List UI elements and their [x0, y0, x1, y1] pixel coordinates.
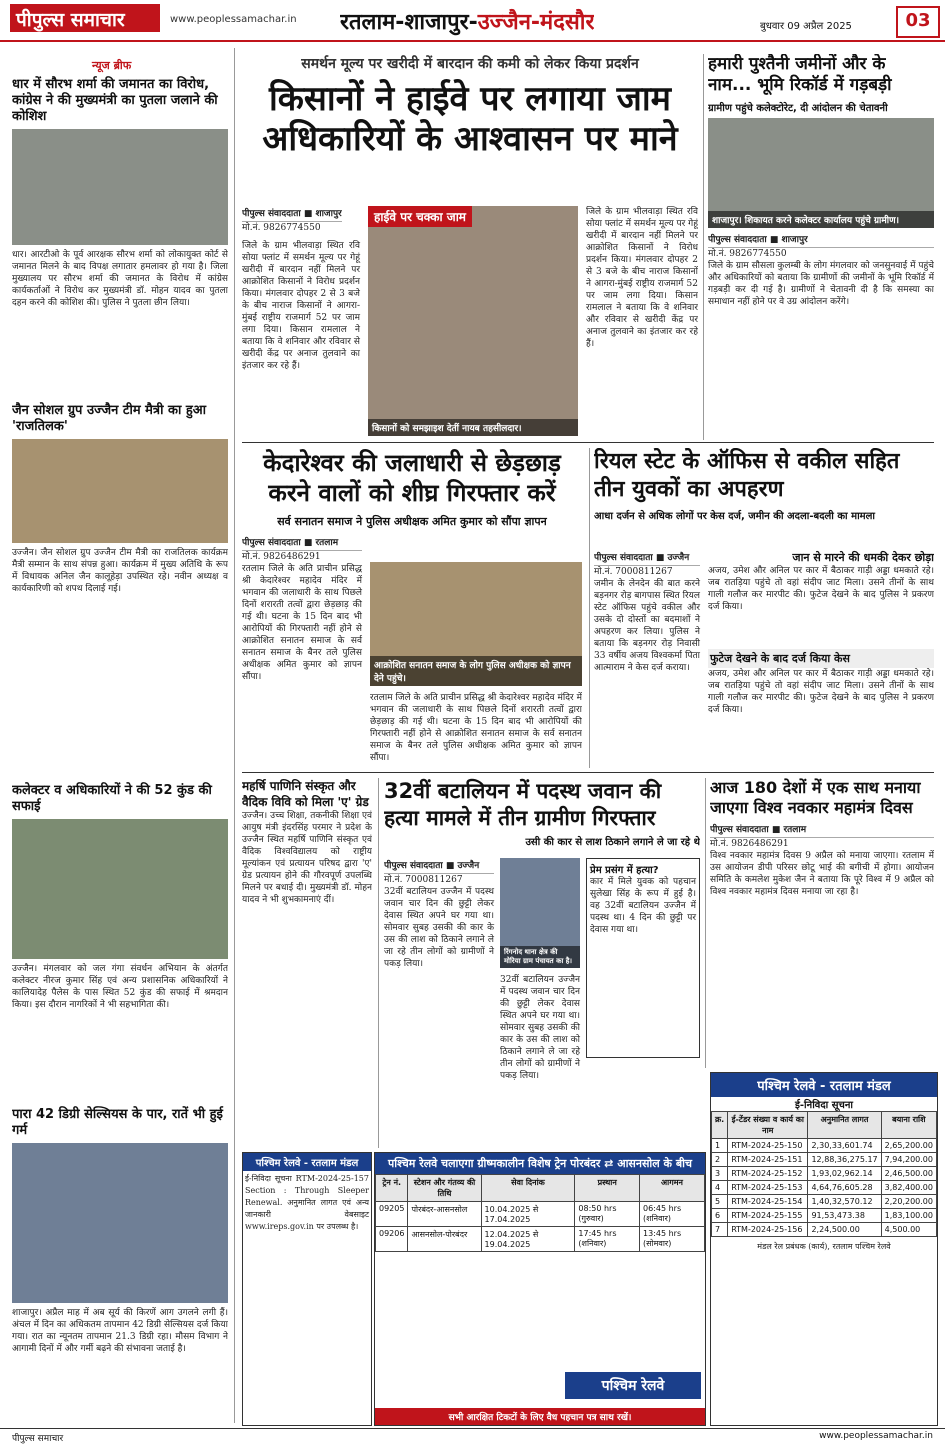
rail-tender-title: पश्चिम रेलवे - रतलाम मंडल — [711, 1073, 937, 1097]
train-ad-footer: सभी आरक्षित टिकटों के लिए वैध पहचान पत्र साथ रखें। — [375, 1408, 705, 1425]
table-header: बयाना राशि — [881, 1112, 936, 1139]
tender-row — [712, 1153, 937, 1167]
cleanup-photo — [12, 819, 228, 959]
table-cell: 1,93,02,962.14 — [808, 1167, 881, 1181]
kidnap-headline: रियल स्टेट के ऑफिस से वकील सहित तीन युवकों का अपहरण — [594, 449, 900, 502]
page-footer — [0, 1428, 945, 1445]
table-cell: 2,30,33,601.74 — [808, 1139, 881, 1153]
table-cell: 2,46,500.00 — [881, 1167, 936, 1181]
table-cell: RTM-2024-25-150 — [728, 1139, 808, 1153]
table-header: ई-टेंडर संख्या व कार्य का नाम — [728, 1112, 808, 1139]
footer-right[interactable]: www.peoplessamachar.in — [819, 1431, 933, 1441]
table-header: क्र. — [712, 1112, 728, 1139]
tender-row — [712, 1167, 937, 1181]
lead-body-2: जिले के ग्राम भीलवाड़ा स्थित रवि सोया फ्लांट में समर्थन मूल्य पर गेहूं खरीदी में बारदान नहीं मिलने पर आक्रोशित किसानों ने विरोध प्रदर्शन किया। मंगलवार दोपहर 2 से 3 बजे के बीच नाराज किसानों ने आगरा-मुंबई राष्ट्रीय राजमार्ग 52 पर जाम लगा दिया। किसान रामलाल ने बताया कि वे शनिवार और रविवार से खरीदी केंद्र पर अनाज तुलवाने का इंतजार कर रहे हैं। — [586, 207, 698, 349]
murder-subhead: उसी की कार से लाश ठिकाने लगाने ले जा रहे थे — [525, 837, 700, 848]
jail-photo — [500, 858, 580, 968]
lead-kicker: समर्थन मूल्य पर खरीदी में बारदान की कमी को लेकर किया प्रदर्शन — [301, 56, 639, 72]
kedareshwar-story — [242, 448, 582, 768]
brief-body-3: उज्जैन। मंगलवार को जल गंगा संवर्धन अभियान के अंतर्गत कलेक्टर नीरज कुमार सिंह एवं अन्य प्रशासनिक अधिकारियों ने कालियादेह पैलेस के पास स्थित 52 कुंड की सफाई में श्रमदान किया। इस दौरान नागरिकों ने भी सहभागिता की। — [12, 964, 228, 1010]
tender-row — [712, 1223, 937, 1237]
land-subhead: ग्रामीण पहुंचे कलेक्टोरेट, दी आंदोलन की चेतावनी — [708, 100, 934, 114]
western-railway-brand: पश्चिम रेलवे — [565, 1372, 701, 1399]
kidnap-box2-body: अजय, उमेश और अनिल पर कार में बैठाकर गाड़ी अड्डा धमकाते रहे। जब रातड़िया पहुंचे तो वहां संदीप जाट मिला। उसने तीनों के साथ गाली गलौज कर मारपीट की। फुटेज देखने के बाद पुलिस ने प्रकरण दर्ज किया। — [708, 669, 934, 715]
table-cell: 1,83,100.00 — [881, 1209, 936, 1223]
love-affair-box — [586, 858, 700, 1058]
table-header: सेवा दिनांक — [481, 1175, 575, 1202]
table-cell: 1,40,32,570.12 — [808, 1195, 881, 1209]
land-body: जिले के ग्राम सौसला कुलम्बी के लोग मंगलवार को जनसुनवाई में पहुंचे और अधिकारियों को बताया कि ग्रामीणों की जमीनों के भूमि रिकॉर्ड में गड़बड़ी कर दी गई है। ग्रामीणों ने चेतावनी दी है कि समस्या का समाधान नहीं होने पर वे उग्र आंदोलन करेंगे। — [708, 261, 934, 307]
row-divider — [242, 442, 934, 443]
land-headline: हमारी पुश्तैनी जमीनों और के नाम... भूमि रिकॉर्ड में गड़बड़ी — [708, 54, 892, 95]
column-divider — [378, 778, 379, 1148]
jail-photo-caption: रिंगनोद थाना क्षेत्र की मोरिया ग्राम पंचायत का है। — [500, 946, 580, 968]
kidnap-subhead: आधा दर्जन से अधिक लोगों पर केस दर्ज, जमीन की अदला-बदली का मामला — [594, 511, 876, 522]
lead-byline-block — [242, 206, 342, 234]
lead-body-1: जिले के ग्राम भीलवाड़ा स्थित रवि सोया फ्लांट में समर्थन मूल्य पर गेहूं खरीदी में बारदान नहीं मिलने पर आक्रोशित किसानों ने विरोध प्रदर्शन किया। मंगलवार दोपहर 2 से 3 बजे के बीच नाराज किसानों ने आगरा-मुंबई राष्ट्रीय राजमार्ग 52 पर जाम लगा दिया। किसान रामलाल ने बताया कि वे शनिवार और रविवार से खरीदी केंद्र पर अनाज तुलवाने का इंतजार कर रहे हैं। — [242, 241, 360, 371]
table-cell: RTM-2024-25-152 — [728, 1167, 808, 1181]
table-cell: 09205 — [376, 1202, 408, 1227]
table-header: ट्रेन नं. — [376, 1175, 408, 1202]
kidnap-byline: पीपुल्स संवाददाता ■ उज्जैन — [594, 550, 700, 566]
navkar-mobile: मो.नं. 9826486291 — [710, 839, 789, 849]
panini-story — [242, 778, 372, 1148]
table-cell: RTM-2024-25-155 — [728, 1209, 808, 1223]
protest-photo — [12, 129, 228, 245]
rail-tender-footer: मंडल रेल प्रबंधक (कार्य), रतलाम पश्चिम रेलवे — [757, 1242, 891, 1251]
land-photo — [708, 118, 934, 228]
table-cell: 3 — [712, 1167, 728, 1181]
train-ad-title: पश्चिम रेलवे चलाएगा ग्रीष्मकालीन विशेष ट्रेन पोरबंदर ⇄ आसनसोल के बीच — [375, 1153, 705, 1174]
kedareshwar-subhead: सर्व सनातन समाज ने पुलिस अधीक्षक अमित कुमार को सौंपा ज्ञापन — [277, 515, 547, 528]
masthead — [0, 0, 945, 42]
heat-photo — [12, 1143, 228, 1303]
kidnap-box-head: जान से मारने की धमकी देकर छोड़ा — [792, 551, 934, 564]
brief-headline-3: कलेक्टर व अधिकारियों ने की 52 कुंड की सफाई — [12, 783, 212, 814]
kidnap-col-1 — [594, 550, 700, 768]
table-header: अनुमानित लागत — [808, 1112, 881, 1139]
column-divider — [705, 778, 706, 1068]
table-cell: आसनसोल-पोरबंदर — [408, 1227, 481, 1252]
rail-tender-table — [711, 1111, 937, 1237]
small-ad-body: ई-निविदा सूचना RTM-2024-25-157 Section : Through Sleeper Renewal. अनुमानित लागत एवं अन्य जानकारी वेबसाइट www.ireps.gov.in पर उपलब्ध है। — [245, 1174, 369, 1231]
rail-tender-subtitle: ई-निविदा सूचना — [795, 1100, 853, 1111]
table-cell: 1 — [712, 1139, 728, 1153]
tender-row — [712, 1195, 937, 1209]
kedareshwar-headline: केदारेश्वर की जलाधारी से छेड़छाड़ करने वालों को शीघ्र गिरफ्तार करें — [263, 449, 561, 507]
lead-story — [242, 54, 698, 440]
table-cell: 91,53,473.38 — [808, 1209, 881, 1223]
table-cell: 7 — [712, 1223, 728, 1237]
small-ad-title: पश्चिम रेलवे - रतलाम मंडल — [243, 1153, 371, 1171]
tender-row — [712, 1209, 937, 1223]
column-divider — [234, 48, 235, 1423]
kedareshwar-byline: पीपुल्स संवाददाता ■ रतलाम — [242, 535, 362, 551]
region-title-a: रतलाम-शाजापुर- — [340, 10, 478, 35]
lead-headline: किसानों ने हाईवे पर लगाया जाम अधिकारियों के आश्वासन पर माने — [262, 79, 678, 159]
navkar-byline: पीपुल्स संवाददाता ■ रतलाम — [710, 822, 934, 838]
land-byline: पीपुल्स संवाददाता ■ शाजापुर — [708, 232, 934, 248]
lead-photo — [368, 206, 578, 436]
lead-byline: पीपुल्स संवाददाता ■ शाजापुर — [242, 206, 342, 222]
tender-row — [712, 1139, 937, 1153]
table-cell: 4 — [712, 1181, 728, 1195]
publication-logo: पीपुल्स समाचार — [10, 4, 160, 32]
table-cell: 2,65,200.00 — [881, 1139, 936, 1153]
brief-body-4: शाजापुर। अप्रैल माह में अब सूर्य की किरणें आग उगलने लगी हैं। अंचल में दिन का अधिकतम तापमान 42 डिग्री सेल्सियस दर्ज किया गया। रात का न्यूनतम तापमान 21.3 डिग्री रहा। मौसम विभाग ने आगामी दिनों में और गर्मी बढ़ने की संभावना जताई है। — [12, 1308, 228, 1354]
table-cell: 2,24,500.00 — [808, 1223, 881, 1237]
lead-photo-tag: हाईवे पर चक्का जाम — [368, 206, 472, 227]
kidnap-box2-head: फुटेज देखने के बाद दर्ज किया केस — [708, 649, 934, 668]
table-cell: RTM-2024-25-156 — [728, 1223, 808, 1237]
table-cell: 10.04.2025 से 17.04.2025 — [481, 1202, 575, 1227]
table-cell: 12.04.2025 से 19.04.2025 — [481, 1227, 575, 1252]
train-row — [376, 1227, 705, 1252]
kedareshwar-photo — [370, 562, 582, 686]
row-divider — [242, 772, 934, 773]
table-header: आगमन — [640, 1175, 705, 1202]
table-cell: पोरबंदर-आसनसोल — [408, 1202, 481, 1227]
footer-left: पीपुल्स समाचार — [12, 1434, 64, 1444]
rail-tender-ad — [710, 1072, 938, 1426]
table-cell: 17:45 hrs (शनिवार) — [575, 1227, 640, 1252]
murder-headline: 32वीं बटालियन में पदस्थ जवान की हत्या मामले में तीन ग्रामीण गिरफ्तार — [384, 779, 662, 830]
page-number: 03 — [896, 6, 940, 38]
table-cell: 7,94,200.00 — [881, 1153, 936, 1167]
column-divider — [703, 54, 704, 440]
navkar-story — [710, 778, 934, 1068]
region-title — [340, 6, 594, 36]
website-url[interactable]: www.peoplessamachar.in — [170, 14, 297, 25]
table-cell: 06:45 hrs (शनिवार) — [640, 1202, 705, 1227]
table-cell: 4,500.00 — [881, 1223, 936, 1237]
table-cell: 4,64,76,605.28 — [808, 1181, 881, 1195]
table-cell: RTM-2024-25-154 — [728, 1195, 808, 1209]
region-title-b: उज्जैन-मंदसौर — [477, 10, 595, 35]
kidnap-body: जमीन के लेनदेन की बात करने बड़नगर रोड़ बागपास स्थित रियल स्टेट ऑफिस पहुंचे वकील और उसके दो दोस्तों का बदमाशों ने अपहरण कर लिया। पुलिस ने बताया कि बड़नगर रोड़ निवासी 33 वर्षीय अजय विश्वकर्मा पिता आत्माराम ने केस दर्ज कराया। — [594, 579, 700, 673]
murder-body: 32वीं बटालियन उज्जैन में पदस्थ जवान चार दिन की छुट्टी लेकर देवास स्थित अपने घर गया था। सोमवार सुबह उसकी की कार के उस की लाश को ठिकाने लगाने ले जा रहे तीन लोगों को ग्रामीणों ने पकड़ लिया। — [384, 887, 494, 969]
brief-headline-2: जैन सोशल ग्रुप उज्जैन टीम मैत्री का हुआ 'राजतिलक' — [12, 403, 207, 434]
kidnap-mobile: मो.नं. 7000811267 — [594, 567, 673, 577]
murder-story — [384, 778, 700, 1148]
table-cell: RTM-2024-25-151 — [728, 1153, 808, 1167]
news-brief-column — [12, 48, 228, 1423]
table-cell: 2 — [712, 1153, 728, 1167]
table-cell: RTM-2024-25-153 — [728, 1181, 808, 1195]
kidnap-col-2 — [708, 550, 934, 768]
small-rail-ad — [242, 1152, 372, 1426]
table-cell: 5 — [712, 1195, 728, 1209]
train-table — [375, 1174, 705, 1252]
murder-byline: पीपुल्स संवाददाता ■ उज्जैन — [384, 858, 494, 874]
special-train-ad — [374, 1152, 706, 1426]
column-divider — [589, 448, 590, 768]
section-label: न्यूज ब्रीफ — [92, 59, 132, 72]
brief-body-2: उज्जैन। जैन सोशल ग्रुप उज्जैन टीम मैत्री का राजतिलक कार्यक्रम मैत्री सम्मान के साथ संपन्न हुआ। कार्यक्रम में मुख्य अतिथि के रूप में विधायक अनिल जैन कालूहेड़ा उपस्थित रहे। नवीन अध्यक्ष व कार्यकारिणी को शपथ दिलाई गई। — [12, 548, 228, 594]
table-cell: 6 — [712, 1209, 728, 1223]
dateline: बुधवार 09 अप्रैल 2025 — [760, 21, 852, 32]
navkar-headline: आज 180 देशों में एक साथ मनाया जाएगा विश्व नवकार महामंत्र दिवस — [710, 778, 921, 817]
panini-body: उज्जैन। उच्च शिक्षा, तकनीकी शिक्षा एवं आयुष मंत्री इंदरसिंह परमार ने प्रदेश के उज्जैन स्थित महर्षि पाणिनि संस्कृत एवं वैदिक विश्वविद्यालय को राष्ट्रीय मूल्यांकन एवं प्रत्यायन परिषद द्वारा 'ए' ग्रेड प्रत्यायन होने की गौरवपूर्ण उपलब्धि मिलने पर बधाई दी। मुख्यमंत्री डॉ. मोहन यादव ने भी शुभकामनाएं दीं। — [242, 811, 372, 905]
table-cell: 13:45 hrs (सोमवार) — [640, 1227, 705, 1252]
table-cell: 3,82,400.00 — [881, 1181, 936, 1195]
land-mobile: मो.नं. 9826774550 — [708, 249, 787, 259]
navkar-body: विश्व नवकार महामंत्र दिवस 9 अप्रैल को मनाया जाएगा। रतलाम में उस आयोजन डीपी परिसर छोटू भाई की बगीची में होगा। आयोजन समिति के कमलेश मुकेश जैन ने बताया कि पूरे विश्व में 9 अप्रैल को विश्व नवकार महामंत्र दिवस मनाया जा रहा है। — [710, 851, 934, 897]
kedareshwar-mobile: मो.नं. 9826486291 — [242, 552, 321, 562]
murder-body-2: 32वीं बटालियन उज्जैन में पदस्थ जवान चार दिन की छुट्टी लेकर देवास स्थित अपने घर गया था। सोमवार सुबह उसकी की कार के उस की लाश को ठिकाने लगाने ले जा रहे तीन लोगों को ग्रामीणों ने पकड़ लिया। — [500, 975, 580, 1081]
train-row — [376, 1202, 705, 1227]
kedareshwar-body: रतलाम जिले के अति प्राचीन प्रसिद्ध श्री केदारेश्वर महादेव मंदिर में भगवान की जलाधारी के साथ पिछले दिनों शरारती तत्वों द्वारा छेड़छाड़ की गई थी। घटना के 15 दिन बाद भी आरोपियों की गिरफ्तारी नहीं होने से आक्रोशित सनातन समाज के सर्व सनातन समाज के बैनर तले पुलिस अधीक्षक अमित कुमार को ज्ञापन सौंपा। — [242, 564, 362, 682]
brief-headline-1: धार में सौरभ शर्मा की जमानत का विरोध, कांग्रेस ने की मुख्यमंत्री का पुतला जलाने की कोशिश — [12, 77, 218, 124]
kidnap-story — [594, 448, 934, 768]
table-cell: 2,20,200.00 — [881, 1195, 936, 1209]
panini-headline: महर्षि पाणिनि संस्कृत और वैदिक विवि को मिला 'ए' ग्रेड — [242, 779, 369, 809]
table-cell: 09206 — [376, 1227, 408, 1252]
table-header: प्रस्थान — [575, 1175, 640, 1202]
love-affair-body: कार में मिले युवक को पहचान सुलेखा सिंह के रूप में हुई है। वह 32वीं बटालियन उज्जैन में पदस्थ था। 4 दिन की छुट्टी पर देवास गया था। — [590, 877, 696, 935]
lead-mobile: मो.नं. 9826774550 — [242, 223, 321, 233]
group-photo — [12, 439, 228, 543]
brief-body-1: धार। आरटीओ के पूर्व आरक्षक सौरभ शर्मा को लोकायुक्त कोर्ट से जमानत मिलने के बाद विपक्ष लगातार हमलावर हो गया है। जिला मुख्यालय पर सौरभ शर्मा की जमानत के विरोध में कांग्रेस कार्यकर्ताओं ने विरोध कर मुख्यमंत्री डॉ. मोहन यादव का पुतला दहन करने की कोशिश की। पुलिस ने पुतला छीन लिया। — [12, 250, 228, 308]
table-header: स्टेशन और गंतव्य की तिथि — [408, 1175, 481, 1202]
table-cell: 08:50 hrs (गुरुवार) — [575, 1202, 640, 1227]
love-affair-head: प्रेम प्रसंग में हत्या? — [590, 865, 659, 876]
lead-photo-caption: किसानों को समझाइश देतीं नायब तहसीलदार। — [368, 419, 578, 436]
murder-mobile: मो.नं. 7000811267 — [384, 875, 463, 885]
kidnap-box-body: अजय, उमेश और अनिल पर कार में बैठाकर गाड़ी अड्डा धमकाते रहे। जब रातड़िया पहुंचे तो वहां संदीप जाट मिला। उसने तीनों के साथ गाली गलौज कर मारपीट की। फुटेज देखने के बाद पुलिस ने प्रकरण दर्ज किया। — [708, 566, 934, 612]
kedareshwar-body-2: रतलाम जिले के अति प्राचीन प्रसिद्ध श्री केदारेश्वर महादेव मंदिर में भगवान की जलाधारी के साथ पिछले दिनों शरारती तत्वों द्वारा छेड़छाड़ की गई थी। घटना के 15 दिन बाद भी आरोपियों की गिरफ्तारी नहीं होने से आक्रोशित सनातन समाज के सर्व सनातन समाज के बैनर तले पुलिस अधीक्षक अमित कुमार को ज्ञापन सौंपा। — [370, 693, 582, 763]
table-cell: 12,88,36,275.17 — [808, 1153, 881, 1167]
kedareshwar-photo-caption: आक्रोशित सनातन समाज के लोग पुलिस अधीक्षक को ज्ञापन देने पहुंचे। — [370, 656, 582, 686]
land-photo-caption: शाजापुर। शिकायत करने कलेक्टर कार्यालय पहुंचे ग्रामीण। — [708, 211, 934, 228]
brief-headline-4: पारा 42 डिग्री सेल्सियस के पार, रातें भी हुई गर्म — [12, 1107, 223, 1138]
tender-row — [712, 1181, 937, 1195]
murder-col-1 — [384, 858, 494, 1126]
land-record-story — [708, 54, 934, 440]
